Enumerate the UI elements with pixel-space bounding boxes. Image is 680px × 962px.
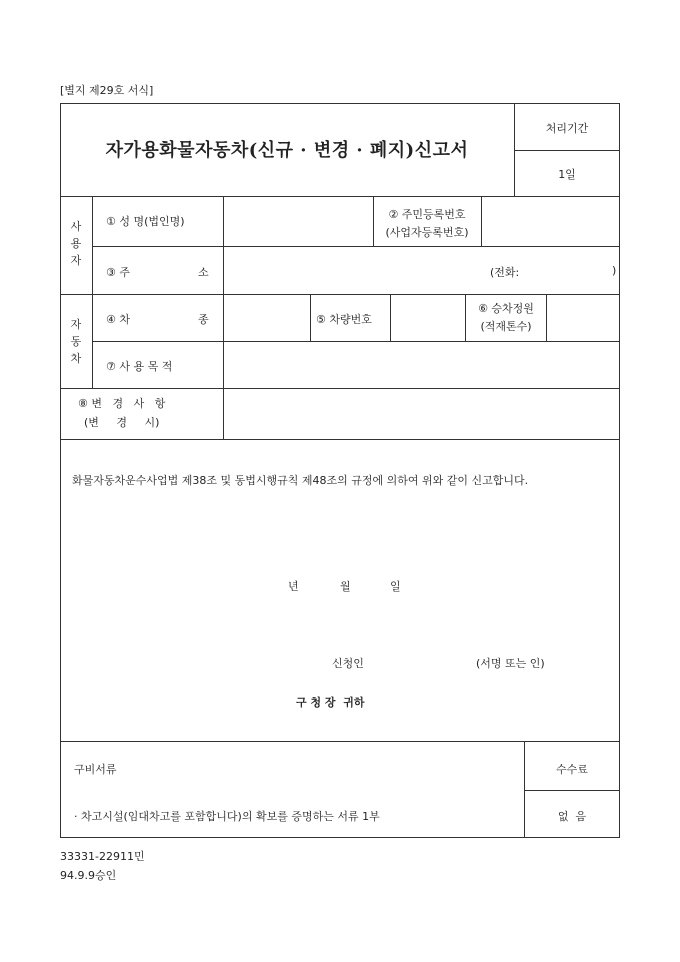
- plate-number-field[interactable]: [391, 296, 463, 339]
- vehicle-type-label-char: 종: [198, 313, 209, 326]
- divider: [524, 790, 620, 791]
- date-month: 월: [340, 580, 351, 593]
- divider: [92, 196, 93, 388]
- divider: [60, 388, 620, 389]
- divider: [60, 294, 620, 295]
- required-documents-label: 구비서류: [74, 763, 117, 776]
- required-document-item: · 차고시설(임대차고를 포함합니다)의 확보를 증명하는 서류 1부: [74, 810, 380, 823]
- address-label-number: ③ 주: [106, 266, 130, 279]
- vehicle-section-label: 자 동 차: [70, 318, 82, 365]
- divider: [514, 103, 515, 196]
- purpose-label: ⑦ 사 용 목 적: [106, 360, 173, 373]
- approval-date: 94.9.9승인: [60, 869, 117, 882]
- address-field[interactable]: [224, 250, 618, 292]
- business-number-label: (사업자등록번호): [385, 226, 469, 239]
- divider: [60, 196, 620, 197]
- processing-period-label: 처리기간: [545, 122, 589, 135]
- id-number-label: ② 주민등록번호: [388, 208, 466, 221]
- date-year: 년: [288, 580, 299, 593]
- capacity-label: ⑥ 승차정원: [478, 302, 534, 315]
- divider: [60, 741, 620, 742]
- divider: [514, 150, 620, 151]
- phone-close-paren: ): [612, 264, 617, 277]
- divider: [310, 294, 311, 341]
- processing-period-value: 1일: [558, 168, 576, 181]
- applicant-label: 신청인: [332, 657, 364, 670]
- name-label: ① 성 명(법인명): [106, 215, 185, 228]
- fee-value: 없 음: [557, 810, 587, 823]
- date-day: 일: [390, 580, 401, 593]
- change-details-field[interactable]: [224, 390, 618, 437]
- vehicle-type-label-number: ④ 차: [106, 313, 130, 326]
- change-details-label: ⑧ 변 경 사 항: [78, 397, 166, 410]
- user-section-label: 사 용 자: [70, 220, 82, 267]
- form-title: 자가용화물자동차(신규 · 변경 · 폐지)신고서: [105, 140, 469, 161]
- plate-number-label: ⑤ 차량번호: [316, 313, 372, 326]
- id-number-field[interactable]: [482, 200, 618, 244]
- capacity-field[interactable]: [547, 296, 618, 339]
- addressee: 구 청 장 귀하: [296, 696, 365, 709]
- load-tonnage-label: (적재톤수): [480, 320, 532, 333]
- form-reference: [별지 제29호 서식]: [60, 84, 154, 97]
- name-field[interactable]: [224, 200, 372, 244]
- signature-note: (서명 또는 인): [476, 657, 545, 670]
- divider: [60, 439, 620, 440]
- form-code: 33331-22911민: [60, 850, 145, 863]
- purpose-field[interactable]: [224, 343, 618, 386]
- address-label-char: 소: [198, 266, 209, 279]
- fee-label: 수수료: [556, 763, 588, 776]
- phone-label: (전화:: [490, 266, 520, 279]
- change-details-sublabel: (변 경 시): [84, 416, 160, 429]
- divider: [92, 341, 620, 342]
- declaration-text: 화물자동차운수사업법 제38조 및 동법시행규칙 제48조의 규정에 의하여 위와 같이 신고합니다.: [72, 474, 529, 487]
- vehicle-type-field[interactable]: [224, 296, 308, 339]
- divider: [92, 246, 620, 247]
